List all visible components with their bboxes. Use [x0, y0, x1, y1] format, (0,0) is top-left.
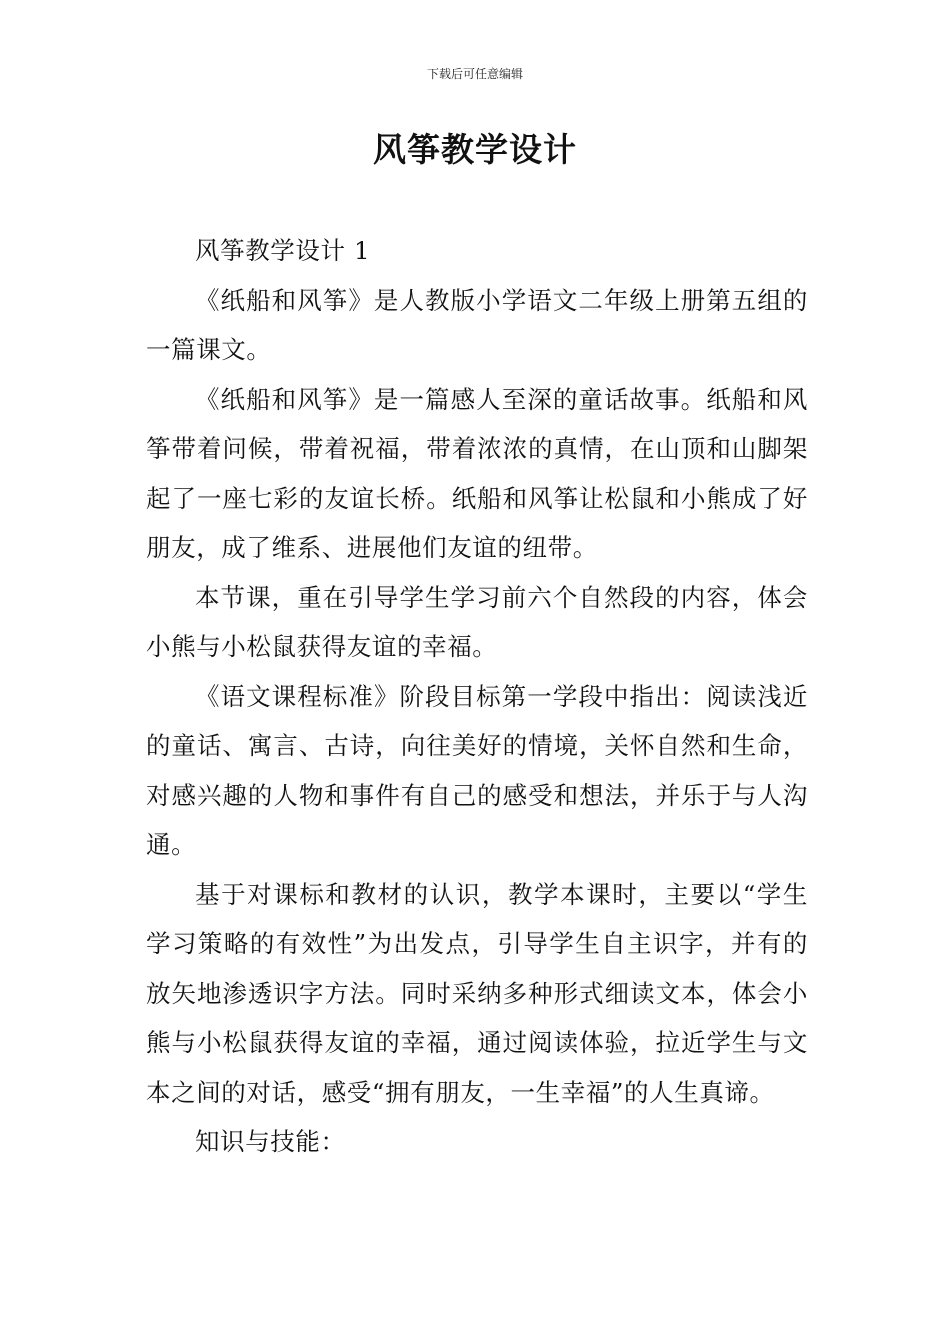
header-note: 下载后可任意编辑	[426, 67, 523, 81]
subheading: 知识与技能：	[195, 1127, 346, 1156]
paragraph: 本节课，重在引导学生学习前六个自然段的内容，体会小熊与小松鼠获得友谊的幸福。	[146, 582, 808, 661]
paragraph: 《纸船和风筝》是人教版小学语文二年级上册第五组的一篇课文。	[146, 285, 808, 364]
document-title: 风筝教学设计	[373, 130, 577, 169]
paragraph: 基于对课标和教材的认识，教学本课时，主要以“学生学习策略的有效性”为出发点，引导学生自主识字，并有的放矢地渗透识字方法。同时采纳多种形式细读文本，体会小熊与小松鼠获得友谊的幸福，通过阅读体验，拉近学生与文本之间的对话，感受“拥有朋友，一生幸福”的人生真谛。	[146, 879, 808, 1107]
paragraph: 《纸船和风筝》是一篇感人至深的童话故事。纸船和风筝带着问候，带着祝福，带着浓浓的真情，在山顶和山脚架起了一座七彩的友谊长桥。纸船和风筝让松鼠和小熊成了好朋友，成了维系、进展他们友谊的纽带。	[146, 384, 808, 562]
paragraph: 《语文课程标准》阶段目标第一学段中指出：阅读浅近的童话、寓言、古诗，向往美好的情境，关怀自然和生命，对感兴趣的人物和事件有自己的感受和想法，并乐于与人沟通。	[146, 681, 808, 859]
document-body	[146, 226, 808, 1167]
section-heading: 风筝教学设计 1	[195, 236, 371, 265]
